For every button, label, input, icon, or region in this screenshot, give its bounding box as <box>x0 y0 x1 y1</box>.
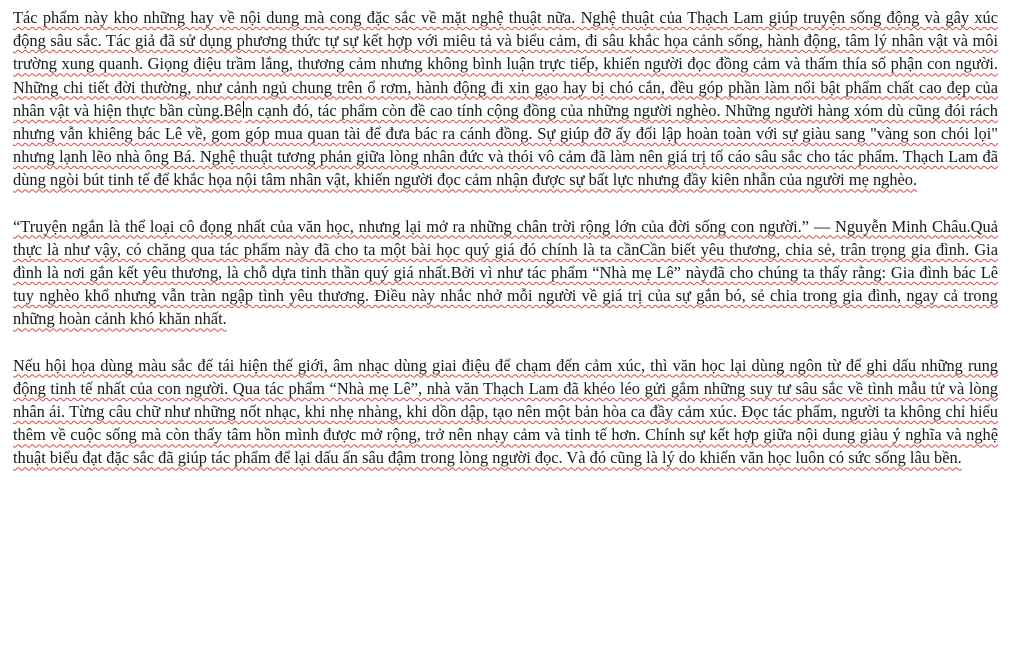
paragraph-3[interactable]: Nếu hội họa dùng màu sắc để tái hiện thế giới, âm nhạc dùng giai điệu để chạm đến cảm xúc, thì văn học lại dùng ngôn từ để ghi dấu những rung động tinh tế nhất của con người. Qua tác phẩm “Nhà mẹ Lê”, nhà văn Thạch Lam đã khéo léo gửi gắm những suy tư sâu sắc về tình mẫu tử và lòng nhân ái. Từng câu chữ như những nốt nhạc, khi nhẹ nhàng, khi dồn dập, tạo nên một bản hòa ca đầy cảm xúc. Đọc tác phẩm, người ta không chỉ hiểu thêm về cuộc sống mà còn thấy tâm hồn mình được mở rộng, trở nên nhạy cảm và tinh tế hơn. Chính sự kết hợp giữa nội dung giàu ý nghĩa và nghệ thuật biểu đạt đặc sắc đã giúp tác phẩm để lại dấu ấn sâu đậm trong lòng người đọc. Và đó cũng là lý do khiến văn học luôn có sức sống lâu bền. <box>13 355 998 468</box>
text-cursor <box>243 101 244 118</box>
paragraph-1-text-before-cursor: Tác phẩm này kho những hay về nội dung mà cong đặc sắc về mặt nghệ thuật nữa. Nghệ thuật của Thạch Lam giúp truyện sống động và gây xúc động sâu sắc. Tác giả đã sử dụng phương thức tự sự kết hợp với miêu tả và biểu cảm, đi sâu khắc họa cảnh sống, hành động, tâm lý nhân vật và môi trường xung quanh. Giọng điệu trầm lắng, thương cảm nhưng không bình luận trực tiếp, khiến người đọc đồng cảm và thấm thía số phận con người. Những chi tiết đời thường, như cảnh ngủ chung trên ổ rơm, hành động đi xin gạo hay bị chó cắn, đều góp phần làm nổi bật phẩm chất cao đẹp của nhân vật và hiện thực bần cùng.Bê <box>13 8 998 120</box>
paragraph-1[interactable] <box>13 6 998 192</box>
paragraph-1-text-after-cursor: n cạnh đó, tác phẩm còn đề cao tính cộng đồng của những người nghèo. Những người hàng xóm dù cũng đói rách nhưng vẫn khiêng bác Lê về, gom góp mua quan tài để đưa bác ra cánh đồng. Sự giúp đỡ ấy đối lập hoàn toàn với sự giàu sang "vàng son chói lọi" nhưng lạnh lẽo nhà ông Bá. Nghệ thuật tương phản giữa lòng nhân đức và thói vô cảm đã làm nên giá trị tố cáo sâu sắc cho tác phẩm. Thạch Lam đã dùng ngòi bút tinh tế để khắc họa nội tâm nhân vật, khiến người đọc cảm nhận được sự bất lực nhưng đầy kiên nhẫn của người mẹ nghèo. <box>13 100 998 190</box>
paragraph-2[interactable]: “Truyện ngắn là thể loại cô đọng nhất của văn học, nhưng lại mở ra những chân trời rộng lớn của đời sống con người.” — Nguyễn Minh Châu.Quả thực là như vậy, có chăng qua tác phẩm này đã cho ta một bài học quý giá đó chính là ta cầnCần biết yêu thương, chia sẻ, trân trọng gia đình. Gia đình là nơi gắn kết yêu thương, là chỗ dựa tinh thần quý giá nhất.Bởi vì như tác phẩm “Nhà mẹ Lê” nàyđã cho chúng ta thấy rằng: Gia đình bác Lê tuy nghèo khổ nhưng vẫn tràn ngập tình yêu thương. Điều này nhắc nhở mỗi người về giá trị của sự gắn bó, sẻ chia trong gia đình, ngay cả trong những hoàn cảnh khó khăn nhất. <box>13 216 998 329</box>
